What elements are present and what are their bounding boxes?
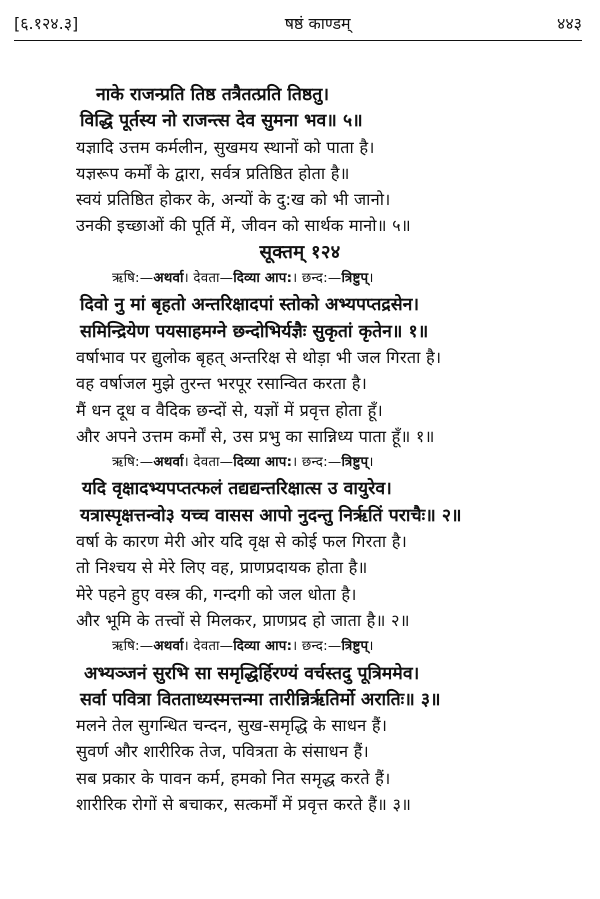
page-body	[0, 82, 600, 818]
translation-line: मलने तेल सुगन्धित चन्दन, सुख-समृद्धि के साधन हैं।	[76, 716, 388, 736]
mantra-line: सर्वा पवित्रा वितताध्यस्मत्तन्मा तारीन्निर्ऋतिर्मो अरातिः॥ ३॥	[80, 689, 441, 710]
translation-line: और अपने उत्तम कर्मों से, उस प्रभु का सान्निध्य पाता हूँ॥ १॥	[76, 426, 435, 446]
translation-line: यज्ञरूप कर्मों के द्वारा, सर्वत्र प्रतिष्ठित होता है॥	[76, 163, 350, 183]
translation-line: वह वर्षाजल मुझे तुरन्त भरपूर रसान्वित करता है।	[76, 374, 368, 394]
mantra-line: नाके राजन्प्रति तिष्ठ तत्रैतत्प्रति तिष्ठतु।	[96, 85, 329, 105]
mantra-line: समिन्द्रियेण पयसाहमग्ने छन्दोभिर्यज्ञैः सुकृतां कृतेन॥ १॥	[80, 321, 429, 342]
translation-line: तो निश्चय से मेरे लिए वह, प्राणप्रदायक होता है॥	[76, 558, 368, 578]
translation-line: और भूमि के तत्त्वों से मिलकर, प्राणप्रद हो जाता है॥ २॥	[76, 610, 410, 630]
page-header	[14, 8, 582, 38]
header-rule	[14, 40, 582, 41]
header-section-title: षष्ठं काण्डम्	[284, 14, 351, 33]
translation-line: शारीरिक रोगों से बचाकर, सत्कर्मों में प्रवृत्त करते हैं॥ ३॥	[76, 795, 412, 815]
mantra-line: अभ्यञ्जनं सुरभि सा समृद्धिर्हिरण्यं वर्चस्तदु पूत्रिममेव।	[84, 663, 420, 684]
header-reference: [६.१२४.३]	[14, 14, 79, 33]
translation-line: वर्षाभाव पर द्युलोक बृहत् अन्तरिक्ष से थोड़ा भी जल गिरता है।	[76, 347, 442, 367]
mantra-line: दिवो नु मां बृहतो अन्तरिक्षादपां स्तोको अभ्यपप्तद्रसेन।	[80, 295, 420, 316]
translation-line: स्वयं प्रतिष्ठित होकर के, अन्यों के दु:ख को भी जानो।	[76, 190, 391, 210]
sukta-title: सूक्तम् १२४	[259, 241, 341, 263]
mantra-line: यत्रास्पृक्षत्तन्वो३ यच्च वासस आपो नुदन्तु निर्ऋतिं पराचैः॥ २॥	[80, 505, 462, 526]
translation-line: मैं धन दूध व वैदिक छन्दों से, यज्ञों में प्रवृत्त होता हूँ।	[76, 400, 383, 420]
verse-metadata: ऋषि:—अथर्वा। देवता—दिव्या आप:। छन्द:—त्रिष्टुप्।	[112, 271, 374, 287]
translation-line: वर्षा के कारण मेरी ओर यदि वृक्ष से कोई फल गिरता है।	[76, 532, 408, 552]
header-page-number: ४४३	[557, 14, 582, 33]
translation-line: मेरे पहने हुए वस्त्र की, गन्दगी को जल धोता है।	[76, 584, 357, 604]
mantra-line: विद्धि पूर्तस्य नो राजन्त्स देव सुमना भव॥ ५॥	[80, 111, 363, 132]
translation-line: सब प्रकार के पावन कर्म, हमको नित समृद्ध करते हैं।	[76, 768, 391, 788]
mantra-line: यदि वृक्षादभ्यपप्तत्फलं तद्यद्यन्तरिक्षात्स उ वायुरेव।	[82, 479, 392, 500]
translation-line: उनकी इच्छाओं की पूर्ति में, जीवन को सार्थक मानो॥ ५॥	[76, 216, 411, 236]
translation-line: सुवर्ण और शारीरिक तेज, पवित्रता के संसाधन हैं।	[76, 742, 369, 762]
translation-line: यज्ञादि उत्तम कर्मलीन, सुखमय स्थानों को पाता है।	[76, 137, 375, 157]
verse-metadata: ऋषि:—अथर्वा। देवता—दिव्या आप:। छन्द:—त्रिष्टुप्।	[112, 639, 374, 655]
verse-metadata: ऋषि:—अथर्वा। देवता—दिव्या आप:। छन्द:—त्रिष्टुप्।	[112, 455, 374, 471]
